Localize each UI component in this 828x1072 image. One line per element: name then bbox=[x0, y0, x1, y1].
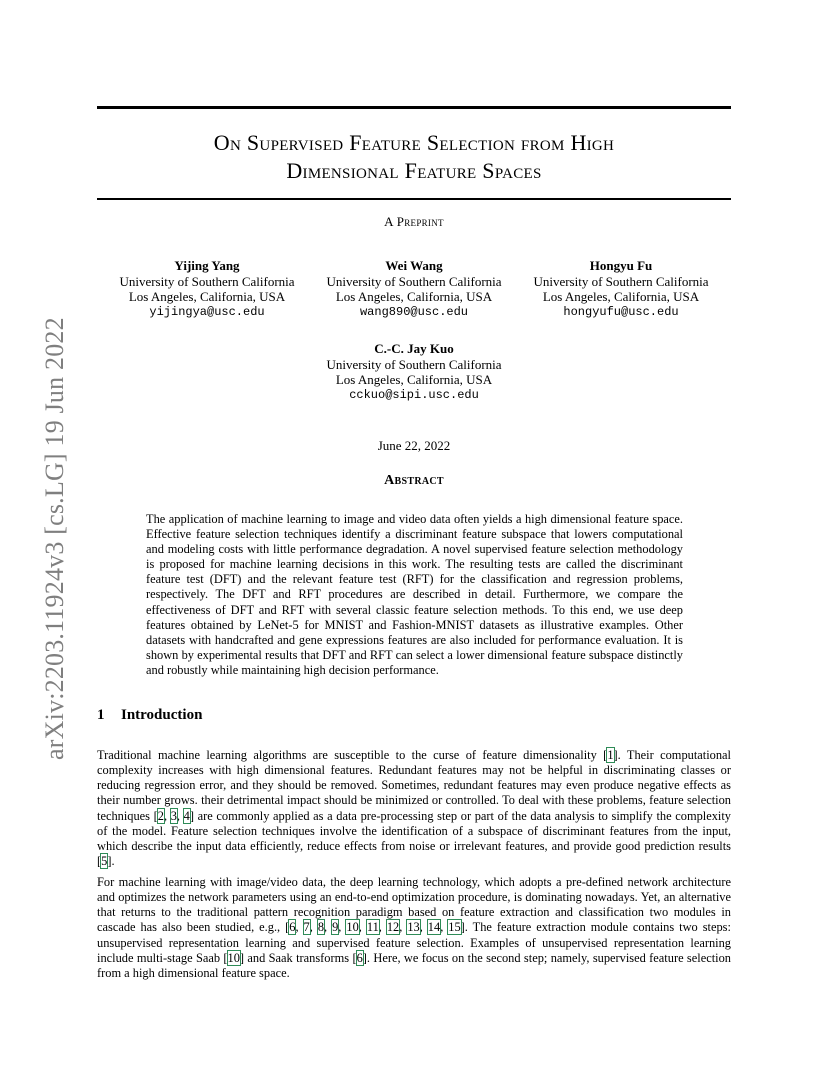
citation-link[interactable]: 14 bbox=[427, 920, 441, 935]
author-location: Los Angeles, California, USA bbox=[542, 289, 700, 304]
author-block bbox=[304, 258, 524, 320]
para-text: ]. bbox=[107, 854, 115, 869]
author-email[interactable]: cckuo@sipi.usc.edu bbox=[349, 387, 479, 402]
author-affiliation: University of Southern California bbox=[533, 273, 709, 289]
citation-link[interactable]: 7 bbox=[303, 920, 310, 935]
author-affiliation: University of Southern California bbox=[326, 356, 502, 372]
citation-link[interactable]: 4 bbox=[183, 808, 190, 823]
author-location: Los Angeles, California, USA bbox=[335, 289, 493, 304]
citation-list: 6, 7, 8, 9, 10, 11, 12, 13, 14, 15 bbox=[289, 920, 461, 935]
section-heading bbox=[97, 707, 202, 724]
author-location: Los Angeles, California, USA bbox=[128, 289, 286, 304]
paper-title-line1: On Supervised Feature Selection from High bbox=[213, 130, 615, 155]
author-block bbox=[97, 258, 317, 320]
citation-link[interactable]: 12 bbox=[386, 920, 400, 935]
intro-paragraph: Traditional machine learning algorithms are susceptible to the curse of feature dimensionality [1]. Their computational complexity increases with high dimensional features. Redundant features may not be helpful in discriminating classes or reducing regression error, and they should be removed. Sometimes, redundant features may even produce negative effects as their number grows. their detrimental impact should be minimized or controlled. To deal with these problems, feature selection techniques [2, 3, 4] are commonly applied as a data pre-processing step or part of the data analysis to simplify the complexity of the model. Feature selection techniques involve the identification of a subspace of discriminant features from the input, which describe the input data efficiently, reduce effects from noise or irrelevant features, and provide good prediction results [5]. bbox=[97, 748, 731, 869]
author-name: Hongyu Fu bbox=[589, 258, 653, 273]
citation-link[interactable]: 6 bbox=[289, 920, 296, 935]
author-location: Los Angeles, California, USA bbox=[335, 372, 493, 387]
citation-link[interactable]: 15 bbox=[448, 920, 461, 935]
author-email[interactable]: yijingya@usc.edu bbox=[149, 304, 265, 319]
title-rule-top bbox=[97, 106, 731, 109]
section-title: Introduction bbox=[121, 707, 203, 723]
para-text: ]. Their computational complexity increases with high dimensional features. Redundant features may not be helpful in discriminating classes or reducing regression error, and they should be removed. Sometimes, redundant features may even produce negative effects as their number grows. their detrimental impact should be minimized or controlled. To deal with these problems, feature selection techniques [ bbox=[97, 748, 731, 823]
paper-date: June 22, 2022 bbox=[377, 438, 451, 453]
para-text: ]. The feature extraction module contains two steps: unsupervised representation learning and supervised feature selection. Examples of unsupervised representation learning include multi-stage Saab [ bbox=[97, 920, 731, 965]
paper-title-line2: Dimensional Feature Spaces bbox=[286, 158, 542, 183]
para-text: For machine learning with image/video data, the deep learning technology, which adopts a pre-defined network architecture and optimizes the network parameters using an end-to-end optimization procedure, is dominating nowadays. Yet, an alternative that returns to the traditional pattern recognition paradigm based on feature extraction and classification two modules in cascade has also been studied, e.g., [ bbox=[97, 875, 731, 935]
citation-link[interactable]: 6 bbox=[356, 950, 363, 965]
para-text: ]. Here, we focus on the second step; namely, supervised feature selection from a high dimensional feature space. bbox=[97, 950, 731, 980]
citation-link[interactable]: 13 bbox=[407, 920, 420, 935]
author-name: Wei Wang bbox=[385, 258, 443, 273]
author-block bbox=[511, 258, 731, 320]
abstract-body: The application of machine learning to image and video data often yields a high dimensional feature space. Effective feature selection techniques identify a discriminant feature subspace that lowers computational and modeling costs with little performance degradation. A novel supervised feature selection methodology is proposed for machine learning decisions in this work. The resulting tests are called the discriminant feature test (DFT) and the relevant feature test (RFT) for the classification and regression problems, respectively. The DFT and RFT procedures are described in detail. Furthermore, we compare the effectiveness of DFT and RFT with several classic feature selection methods. To this end, we use deep features obtained by LeNet-5 for MNIST and Fashion-MNIST datasets as illustrative examples. Other datasets with handcrafted and gene expressions features are also included for performance evaluation. It is shown by experimental results that DFT and RFT can select a lower dimensional feature subspace distinctly and robustly while maintaining high decision performance. bbox=[146, 512, 683, 677]
para-text: ] and Saak transforms [ bbox=[239, 950, 357, 965]
citation-link[interactable]: 10 bbox=[227, 950, 240, 965]
citation-link[interactable]: 8 bbox=[317, 920, 325, 935]
citation-link[interactable]: 2 bbox=[157, 808, 164, 823]
citation-link[interactable]: 10 bbox=[346, 920, 359, 935]
author-name: C.-C. Jay Kuo bbox=[374, 341, 454, 356]
para-text: Traditional machine learning algorithms are susceptible to the curse of feature dimensionality [ bbox=[97, 748, 608, 762]
author-name: Yijing Yang bbox=[174, 258, 240, 273]
citation-link[interactable]: 11 bbox=[366, 920, 379, 935]
citation-link[interactable]: 9 bbox=[332, 920, 339, 935]
citation-link[interactable]: 3 bbox=[170, 808, 177, 823]
paper-title bbox=[97, 129, 731, 185]
section-number: 1 bbox=[97, 707, 105, 723]
title-rule-bottom bbox=[97, 198, 731, 200]
author-email[interactable]: hongyufu@usc.edu bbox=[563, 304, 679, 319]
citation-link[interactable]: 5 bbox=[101, 854, 108, 869]
para-text: ] are commonly applied as a data pre-processing step or part of the data analysis to simplify the complexity of the model. Feature selection techniques involve the identification of a subspace of discriminant features from the input, which describe the input data efficiently, reduce effects from noise or irrelevant features, and provide good prediction results [ bbox=[97, 808, 731, 869]
citation-link[interactable]: 1 bbox=[607, 748, 614, 762]
author-affiliation: University of Southern California bbox=[326, 273, 502, 289]
preprint-label: A Preprint bbox=[384, 214, 444, 229]
abstract-heading: Abstract bbox=[384, 473, 444, 488]
arxiv-stamp[interactable]: arXiv:2203.11924v3 [cs.LG] 19 Jun 2022 bbox=[40, 317, 69, 760]
author-email[interactable]: wang890@usc.edu bbox=[359, 304, 469, 319]
author-affiliation: University of Southern California bbox=[119, 273, 295, 289]
intro-paragraph bbox=[97, 875, 731, 981]
author-block bbox=[304, 341, 524, 403]
